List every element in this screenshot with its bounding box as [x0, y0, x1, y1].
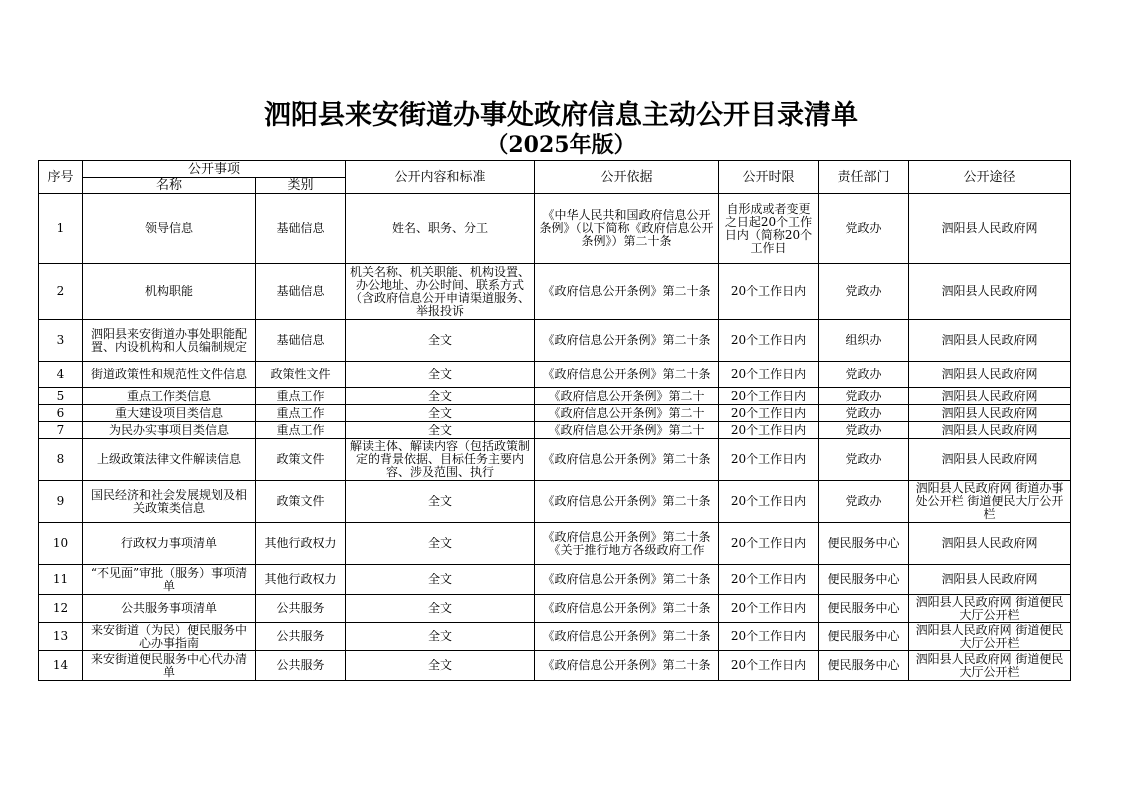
cell-text: 党政办 [845, 222, 882, 235]
cell-category [256, 405, 346, 422]
cell-channel [909, 523, 1071, 565]
table-row [39, 388, 1071, 405]
cell-name [83, 623, 256, 651]
cell-content [346, 388, 535, 405]
cell-seq [39, 194, 83, 264]
cell-name [83, 405, 256, 422]
cell-content [346, 651, 535, 681]
cell-text: 上级政策法律文件解读信息 [96, 453, 241, 466]
cell-basis [535, 320, 719, 362]
cell-text: 公共服务 [276, 602, 325, 615]
cell-text: 公共服务 [276, 659, 325, 672]
cell-basis [535, 623, 719, 651]
cell-department [819, 388, 909, 405]
cell-text: 《政府信息公开条例》第二十条 [542, 285, 711, 298]
cell-time-limit [719, 194, 819, 264]
cell-time-limit [719, 623, 819, 651]
cell-text: 机关名称、机关职能、机构设置、办公地址、办公时间、联系方式（含政府信息公开申请渠道服务、举报投诉 [350, 265, 531, 318]
cell-text: 街道政策性和规范性文件信息 [90, 368, 247, 381]
cell-text: 基础信息 [276, 334, 325, 347]
cell-text: 全文 [428, 495, 453, 508]
cell-text: 便民服务中心 [827, 659, 900, 672]
cell-text: 公共服务事项清单 [120, 602, 217, 615]
cell-text: 泗阳县人民政府网 街道便民大厅公开栏 [915, 652, 1064, 679]
cell-content [346, 264, 535, 320]
cell-content [346, 405, 535, 422]
cell-channel [909, 481, 1071, 523]
cell-text: 政策性文件 [270, 368, 331, 381]
cell-name [83, 264, 256, 320]
cell-channel [909, 422, 1071, 439]
cell-basis [535, 565, 719, 595]
cell-text: 20个工作日内 [730, 389, 807, 403]
cell-text: 组织办 [845, 334, 882, 347]
cell-text: 20个工作日内 [730, 602, 807, 615]
cell-time-limit [719, 388, 819, 405]
cell-channel [909, 405, 1071, 422]
cell-basis [535, 523, 719, 565]
cell-text: 重点工作 [276, 406, 325, 420]
cell-department [819, 523, 909, 565]
cell-text: 泗阳县人民政府网 [941, 537, 1038, 550]
cell-text: 泗阳县人民政府网 街道办事处公开栏 街道便民大厅公开栏 [915, 482, 1064, 521]
table-row [39, 439, 1071, 481]
cell-basis [535, 422, 719, 439]
cell-text: 1 [56, 222, 65, 235]
cell-text: 党政办 [845, 389, 882, 403]
cell-text: 2 [56, 285, 65, 298]
cell-text: 为民办实事项目类信息 [108, 423, 229, 437]
cell-text: 《政府信息公开条例》第二十 [548, 389, 705, 403]
cell-text: 20个工作日内 [730, 573, 807, 586]
cell-text: 自形成或者变更之日起20个工作日内（简称20个工作日 [724, 202, 813, 255]
cell-category [256, 481, 346, 523]
cell-text: 全文 [428, 602, 453, 615]
cell-time-limit [719, 320, 819, 362]
cell-text: 政策文件 [276, 453, 325, 466]
cell-name [83, 320, 256, 362]
header-name: 名称 [83, 178, 256, 194]
cell-category [256, 194, 346, 264]
cell-text: 泗阳县人民政府网 [941, 389, 1038, 403]
cell-time-limit [719, 422, 819, 439]
cell-time-limit [719, 565, 819, 595]
cell-category [256, 623, 346, 651]
cell-text: 泗阳县人民政府网 [941, 453, 1038, 466]
cell-text: 全文 [428, 368, 453, 381]
cell-text: 全文 [428, 659, 453, 672]
cell-text: 全文 [428, 334, 453, 347]
cell-text: 重点工作 [276, 389, 325, 403]
cell-text: 《政府信息公开条例》第二十条 [542, 630, 711, 643]
cell-name [83, 439, 256, 481]
cell-basis [535, 264, 719, 320]
cell-content [346, 623, 535, 651]
cell-text: 党政办 [845, 453, 882, 466]
cell-content [346, 523, 535, 565]
cell-name [83, 565, 256, 595]
cell-text: 党政办 [845, 368, 882, 381]
cell-department [819, 362, 909, 388]
cell-category [256, 651, 346, 681]
cell-seq [39, 523, 83, 565]
cell-seq [39, 422, 83, 439]
cell-text: 3 [56, 334, 65, 347]
cell-basis [535, 405, 719, 422]
cell-text: 来安街道便民服务中心代办清单 [90, 652, 247, 679]
cell-category [256, 595, 346, 623]
cell-name [83, 362, 256, 388]
page-title: 泗阳县来安街道办事处政府信息主动公开目录清单 [264, 100, 858, 131]
cell-text: 5 [56, 389, 65, 403]
table-row [39, 623, 1071, 651]
cell-text: 领导信息 [144, 222, 193, 235]
cell-basis [535, 595, 719, 623]
cell-text: 《政府信息公开条例》第二十条 [542, 334, 711, 347]
cell-text: 全文 [428, 423, 453, 437]
cell-name [83, 481, 256, 523]
cell-seq [39, 651, 83, 681]
page-subtitle: （2025年版） [486, 132, 636, 158]
cell-name [83, 595, 256, 623]
cell-text: 行政权力事项清单 [120, 537, 217, 550]
header-item: 公开事项 [83, 161, 346, 178]
table-row [39, 264, 1071, 320]
cell-text: 其他行政权力 [264, 573, 337, 586]
cell-text: 党政办 [845, 423, 882, 437]
cell-name [83, 194, 256, 264]
cell-text: 13 [52, 630, 69, 643]
cell-text: 公共服务 [276, 630, 325, 643]
cell-basis [535, 651, 719, 681]
cell-text: 解读主体、解读内容（包括政策制定的背景依据、目标任务主要内容、涉及范围、执行 [350, 440, 531, 479]
cell-name [83, 523, 256, 565]
cell-text: 《政府信息公开条例》第二十 [548, 423, 705, 437]
cell-content [346, 439, 535, 481]
cell-channel [909, 194, 1071, 264]
cell-text: 泗阳县人民政府网 [941, 222, 1038, 235]
cell-text: 9 [56, 495, 65, 508]
cell-text: 来安街道（为民）便民服务中心办事指南 [90, 623, 247, 650]
cell-category [256, 264, 346, 320]
cell-channel [909, 362, 1071, 388]
cell-category [256, 422, 346, 439]
cell-seq [39, 362, 83, 388]
cell-content [346, 422, 535, 439]
cell-text: 泗阳县来安街道办事处职能配置、内设机构和人员编制规定 [90, 327, 247, 354]
cell-text: 其他行政权力 [264, 537, 337, 550]
cell-channel [909, 320, 1071, 362]
cell-text: 泗阳县人民政府网 [941, 368, 1038, 381]
cell-text: 12 [52, 602, 69, 615]
cell-basis [535, 194, 719, 264]
cell-time-limit [719, 264, 819, 320]
cell-seq [39, 439, 83, 481]
cell-text: 全文 [428, 573, 453, 586]
cell-content [346, 320, 535, 362]
cell-department [819, 439, 909, 481]
cell-basis [535, 362, 719, 388]
cell-channel [909, 623, 1071, 651]
cell-text: 便民服务中心 [827, 537, 900, 550]
cell-text: 《政府信息公开条例》第二十条 [542, 368, 711, 381]
cell-name [83, 422, 256, 439]
cell-content [346, 481, 535, 523]
table-row [39, 481, 1071, 523]
cell-time-limit [719, 439, 819, 481]
cell-category [256, 439, 346, 481]
cell-text: 全文 [428, 406, 453, 420]
cell-content [346, 194, 535, 264]
table-row [39, 320, 1071, 362]
cell-text: 泗阳县人民政府网 [941, 423, 1038, 437]
cell-category [256, 523, 346, 565]
cell-text: 20个工作日内 [730, 334, 807, 347]
cell-text: 政策文件 [276, 495, 325, 508]
cell-seq [39, 595, 83, 623]
disclosure-table [38, 160, 1071, 681]
cell-text: 便民服务中心 [827, 630, 900, 643]
cell-department [819, 595, 909, 623]
cell-content [346, 565, 535, 595]
cell-seq [39, 264, 83, 320]
cell-text: 党政办 [845, 285, 882, 298]
cell-text: 泗阳县人民政府网 [941, 285, 1038, 298]
cell-text: 基础信息 [276, 285, 325, 298]
cell-basis [535, 481, 719, 523]
table-row [39, 422, 1071, 439]
cell-text: 《政府信息公开条例》第二十条 [542, 495, 711, 508]
cell-name [83, 388, 256, 405]
cell-department [819, 422, 909, 439]
cell-text: 20个工作日内 [730, 537, 807, 550]
cell-text: 党政办 [845, 495, 882, 508]
cell-seq [39, 565, 83, 595]
cell-time-limit [719, 651, 819, 681]
cell-content [346, 595, 535, 623]
cell-text: 国民经济和社会发展规划及相关政策类信息 [90, 488, 247, 515]
cell-text: 4 [56, 368, 65, 381]
table-row [39, 651, 1071, 681]
cell-text: 《政府信息公开条例》第二十条 [542, 573, 711, 586]
cell-department [819, 320, 909, 362]
cell-department [819, 481, 909, 523]
header-content: 公开内容和标准 [346, 161, 535, 194]
table-row [39, 523, 1071, 565]
table-row [39, 565, 1071, 595]
cell-text: 全文 [428, 537, 453, 550]
cell-time-limit [719, 595, 819, 623]
cell-text: 20个工作日内 [730, 285, 807, 298]
cell-text: 党政办 [845, 406, 882, 420]
cell-department [819, 194, 909, 264]
cell-text: 全文 [428, 630, 453, 643]
header-seq: 序号 [39, 161, 83, 194]
cell-text: 20个工作日内 [730, 368, 807, 381]
cell-text: 重点工作类信息 [126, 389, 211, 403]
cell-basis [535, 388, 719, 405]
table-row [39, 595, 1071, 623]
table-row [39, 194, 1071, 264]
cell-text: 20个工作日内 [730, 630, 807, 643]
cell-text: 20个工作日内 [730, 659, 807, 672]
cell-time-limit [719, 405, 819, 422]
cell-text: 20个工作日内 [730, 406, 807, 420]
cell-channel [909, 264, 1071, 320]
cell-seq [39, 388, 83, 405]
cell-text: 《政府信息公开条例》第二十条 [542, 602, 711, 615]
cell-text: 泗阳县人民政府网 [941, 573, 1038, 586]
cell-text: 泗阳县人民政府网 [941, 406, 1038, 420]
cell-department [819, 405, 909, 422]
cell-text: 姓名、职务、分工 [392, 222, 489, 235]
cell-text: 20个工作日内 [730, 495, 807, 508]
cell-text: 便民服务中心 [827, 602, 900, 615]
cell-time-limit [719, 481, 819, 523]
cell-channel [909, 651, 1071, 681]
cell-category [256, 388, 346, 405]
cell-seq [39, 481, 83, 523]
cell-category [256, 362, 346, 388]
cell-text: 《政府信息公开条例》第二十条 《关于推行地方各级政府工作 [542, 530, 711, 557]
cell-text: 10 [52, 537, 69, 550]
cell-text: 《政府信息公开条例》第二十 [548, 406, 705, 420]
header-basis: 公开依据 [535, 161, 719, 194]
cell-text: 《政府信息公开条例》第二十条 [542, 453, 711, 466]
cell-seq [39, 405, 83, 422]
cell-text: 泗阳县人民政府网 街道便民大厅公开栏 [915, 595, 1064, 622]
cell-seq [39, 623, 83, 651]
cell-time-limit [719, 523, 819, 565]
cell-department [819, 623, 909, 651]
cell-channel [909, 388, 1071, 405]
cell-name [83, 651, 256, 681]
cell-text: 《中华人民共和国政府信息公开条例》（以下简称《政府信息公开条例》）第二十条 [539, 209, 714, 248]
cell-text: 重大建设项目类信息 [114, 406, 223, 420]
cell-channel [909, 595, 1071, 623]
cell-department [819, 565, 909, 595]
cell-text: 机构职能 [144, 285, 193, 298]
cell-seq [39, 320, 83, 362]
cell-text: 11 [52, 573, 69, 586]
cell-text: 7 [56, 423, 65, 437]
cell-time-limit [719, 362, 819, 388]
header-department: 责任部门 [819, 161, 909, 194]
cell-text: “不见面”审批（服务）事项清单 [90, 566, 248, 593]
cell-text: 20个工作日内 [730, 453, 807, 466]
cell-text: 全文 [428, 389, 453, 403]
cell-text: 便民服务中心 [827, 573, 900, 586]
cell-category [256, 565, 346, 595]
table-row [39, 405, 1071, 422]
cell-text: 20个工作日内 [730, 423, 807, 437]
cell-text: 泗阳县人民政府网 街道便民大厅公开栏 [915, 623, 1064, 650]
header-category: 类别 [256, 178, 346, 194]
cell-text: 重点工作 [276, 423, 325, 437]
header-channel: 公开途径 [909, 161, 1071, 194]
cell-text: 泗阳县人民政府网 [941, 334, 1038, 347]
cell-text: 6 [56, 406, 65, 420]
cell-content [346, 362, 535, 388]
cell-channel [909, 439, 1071, 481]
cell-text: 基础信息 [276, 222, 325, 235]
cell-department [819, 264, 909, 320]
cell-channel [909, 565, 1071, 595]
header-time-limit: 公开时限 [719, 161, 819, 194]
cell-text: 8 [56, 453, 65, 466]
cell-basis [535, 439, 719, 481]
table-row [39, 362, 1071, 388]
cell-text: 《政府信息公开条例》第二十条 [542, 659, 711, 672]
cell-department [819, 651, 909, 681]
cell-category [256, 320, 346, 362]
cell-text: 14 [52, 659, 69, 672]
